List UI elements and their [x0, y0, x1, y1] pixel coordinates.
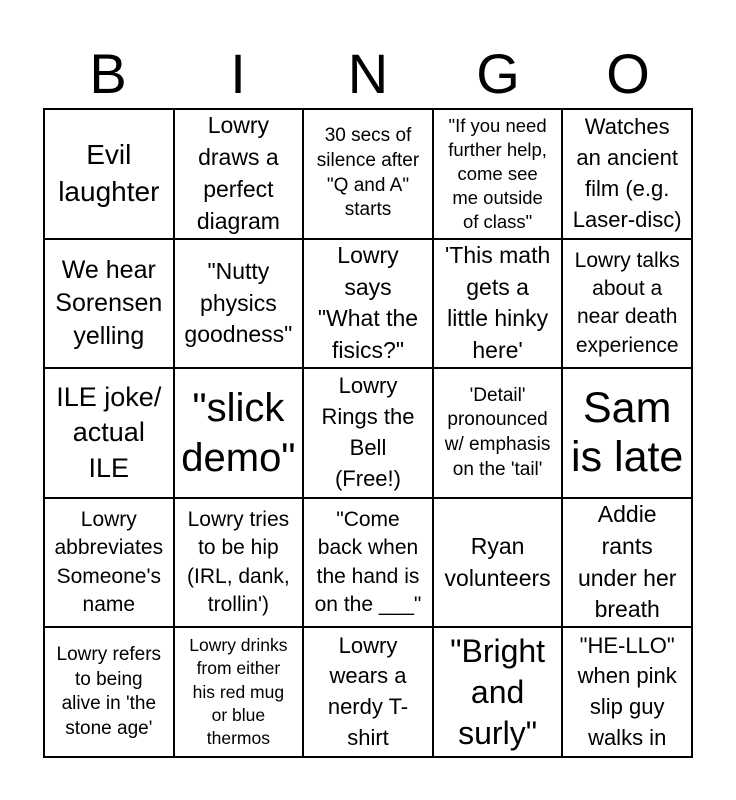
bingo-cell-text: "Come back when the hand is on the ___" — [314, 507, 422, 616]
bingo-cell[interactable] — [303, 368, 433, 498]
bingo-cell-text: Sam is late — [571, 383, 684, 481]
bingo-cell[interactable] — [562, 368, 692, 498]
header-letter-b: B — [89, 42, 127, 105]
bingo-cell[interactable] — [433, 627, 563, 757]
bingo-cell[interactable] — [44, 109, 174, 239]
bingo-cell[interactable] — [174, 498, 304, 628]
bingo-cell-text: "Nutty physics goodness" — [184, 257, 293, 348]
bingo-cell-text: Lowry says "What the fisics?" — [317, 241, 419, 364]
bingo-header — [43, 40, 693, 108]
bingo-cell-text: "HE-LLO" when pink slip guy walks in — [577, 632, 677, 750]
bingo-cell[interactable] — [433, 239, 563, 369]
bingo-cell[interactable] — [562, 498, 692, 628]
bingo-cell[interactable] — [44, 627, 174, 757]
bingo-cell-text: "slick demo" — [181, 385, 296, 480]
bingo-cell-text: Addie rants under her breath — [577, 501, 677, 623]
bingo-cell[interactable] — [44, 239, 174, 369]
bingo-cell[interactable] — [562, 239, 692, 369]
bingo-cell-text: ILE joke/ actual ILE — [56, 381, 162, 483]
bingo-cell[interactable] — [562, 109, 692, 239]
bingo-cell[interactable] — [433, 109, 563, 239]
bingo-cell-text: "If you need further help, come see me outside of class" — [448, 114, 547, 232]
bingo-cell-text: Lowry drinks from either his red mug or blue thermos — [189, 635, 288, 749]
bingo-cell[interactable] — [433, 498, 563, 628]
bingo-cell[interactable] — [174, 627, 304, 757]
bingo-cell[interactable] — [303, 498, 433, 628]
bingo-cell-text: We hear Sorensen yelling — [55, 255, 163, 351]
header-letter-i: I — [230, 42, 246, 105]
bingo-cell[interactable] — [303, 627, 433, 757]
bingo-cell[interactable] — [303, 239, 433, 369]
bingo-cell-text: Lowry refers to being alive in 'the stone age' — [56, 643, 162, 739]
bingo-cell-text: Lowry abbreviates Someone's name — [54, 507, 164, 616]
bingo-cell[interactable] — [44, 498, 174, 628]
header-letter-o: O — [606, 42, 650, 105]
bingo-cell-text: Lowry talks about a near death experience — [574, 248, 680, 357]
bingo-cell-text: Watches an ancient film (e.g. Laser-disc) — [572, 114, 682, 232]
bingo-cell[interactable] — [174, 239, 304, 369]
bingo-cell-text: Ryan volunteers — [444, 532, 551, 591]
bingo-cell-text: 'This math gets a little hinky here' — [444, 241, 551, 364]
bingo-cell[interactable] — [174, 109, 304, 239]
bingo-cell[interactable] — [44, 368, 174, 498]
bingo-card-grid — [43, 108, 693, 758]
bingo-cell[interactable] — [303, 109, 433, 239]
bingo-cell-text: Lowry tries to be hip (IRL, dank, trollin') — [187, 507, 290, 616]
bingo-cell-text: 'Detail' pronounced w/ emphasis on the 'tail' — [444, 384, 551, 480]
bingo-cell[interactable] — [562, 627, 692, 757]
bingo-cell[interactable] — [174, 368, 304, 498]
bingo-cell-text: "Bright and surly" — [450, 632, 546, 751]
bingo-cell-text: Lowry draws a perfect diagram — [196, 112, 280, 234]
bingo-cell-text: Evil laughter — [58, 139, 160, 207]
header-letter-n: N — [347, 42, 389, 105]
bingo-cell-text: 30 secs of silence after "Q and A" starts — [316, 125, 420, 221]
header-letter-g: G — [476, 42, 520, 105]
bingo-cell[interactable] — [433, 368, 563, 498]
bingo-cell-text: Lowry wears a nerdy T- shirt — [327, 632, 409, 750]
bingo-cell-text: Lowry Rings the Bell (Free!) — [321, 373, 415, 491]
